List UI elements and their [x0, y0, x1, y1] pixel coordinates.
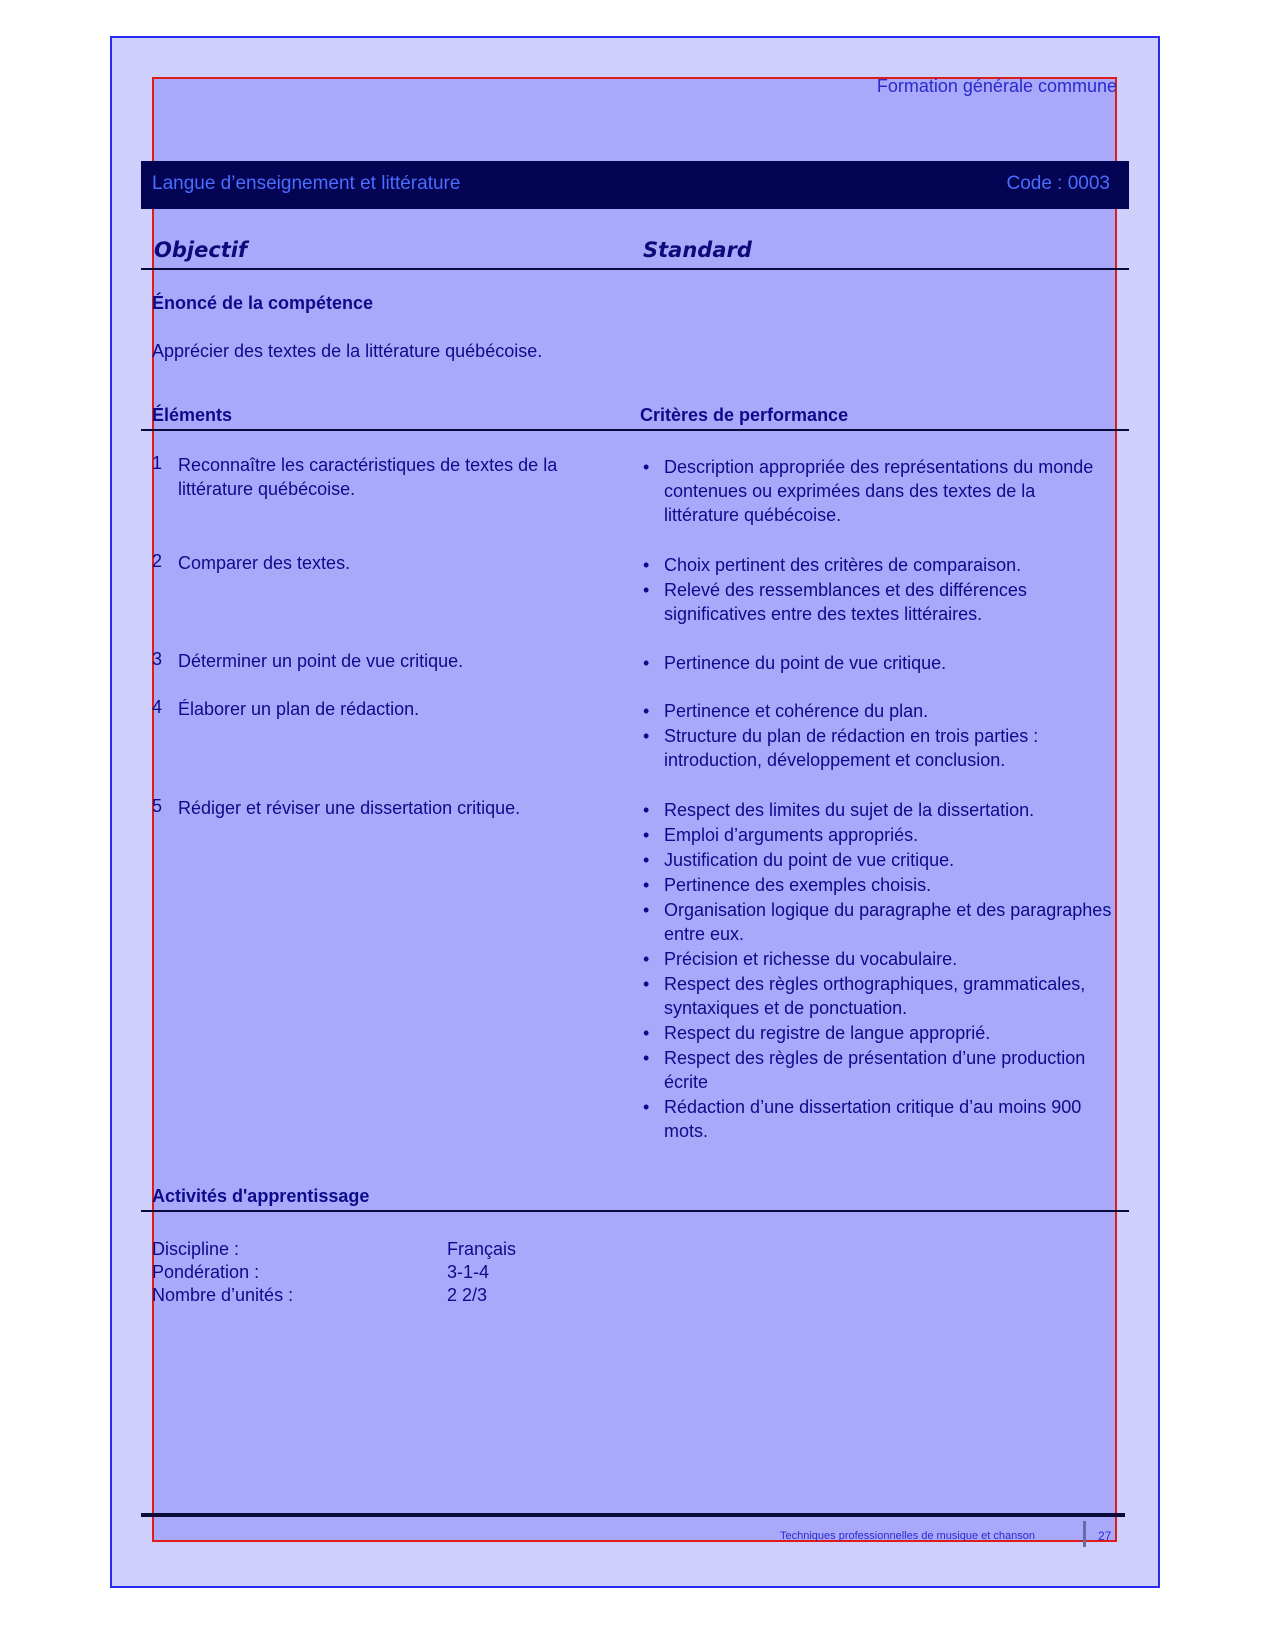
criterion-text: Structure du plan de rédaction en trois parties : introduction, développement et conclusion.	[664, 726, 1039, 770]
bullet-icon: •	[643, 974, 650, 994]
competence-title: Énoncé de la compétence	[152, 293, 374, 313]
table-header-divider	[141, 429, 1129, 431]
bullet-icon: •	[643, 800, 650, 820]
bullet-icon: •	[643, 1097, 650, 1117]
standard-heading: Standard	[643, 238, 752, 262]
footer-program: Techniques professionnelles de musique et chanson	[780, 1530, 1035, 1542]
program-header: Formation générale commune	[876, 76, 1117, 96]
criterion-text: Organisation logique du paragraphe et des paragraphes entre eux.	[664, 900, 1112, 944]
course-code: Code : 0003	[1006, 173, 1110, 194]
bullet-icon: •	[643, 825, 650, 845]
activities-divider	[141, 1210, 1129, 1212]
bullet-icon: •	[643, 1023, 650, 1043]
units-label: Nombre d’unités :	[152, 1285, 294, 1305]
competence-text: Apprécier des textes de la littérature québécoise.	[152, 341, 543, 361]
heading-divider	[141, 268, 1129, 270]
criteria-header: Critères de performance	[640, 405, 849, 425]
criterion-text: Emploi d’arguments appropriés.	[664, 825, 919, 845]
criterion-text: Pertinence des exemples choisis.	[664, 875, 932, 895]
element-number: 2	[152, 551, 163, 571]
page-number: 27	[1098, 1529, 1112, 1543]
criterion-text: Respect des règles orthographiques, grammaticales, syntaxiques et de ponctuation.	[664, 974, 1086, 1018]
ponderation-value: 3-1-4	[447, 1262, 490, 1282]
criterion-text: Précision et richesse du vocabulaire.	[664, 949, 958, 969]
activities-title: Activités d'apprentissage	[152, 1186, 370, 1206]
discipline-label: Discipline :	[152, 1239, 240, 1259]
discipline-value: Français	[447, 1239, 517, 1259]
footer-divider	[141, 1513, 1125, 1517]
element-text: Reconnaître les caractéristiques de textes de la littérature québécoise.	[178, 455, 558, 499]
criterion-text: Choix pertinent des critères de comparaison.	[664, 555, 1022, 575]
element-number: 4	[152, 697, 163, 717]
element-text: Rédiger et réviser une dissertation critique.	[178, 798, 521, 818]
bullet-icon: •	[643, 653, 650, 673]
bullet-icon: •	[643, 555, 650, 575]
course-title: Langue d’enseignement et littérature	[152, 173, 461, 194]
units-value: 2 2/3	[447, 1285, 488, 1305]
criterion-text: Pertinence du point de vue critique.	[664, 653, 947, 673]
element-text: Élaborer un plan de rédaction.	[178, 699, 420, 719]
bullet-icon: •	[643, 875, 650, 895]
bullet-icon: •	[643, 900, 650, 920]
bullet-icon: •	[643, 850, 650, 870]
criterion-text: Rédaction d’une dissertation critique d’au moins 900 mots.	[664, 1097, 1082, 1141]
elements-header: Éléments	[152, 405, 233, 425]
criterion-text: Respect du registre de langue approprié.	[664, 1023, 991, 1043]
criterion-text: Description appropriée des représentations du monde contenues ou exprimées dans des textes de la littérature québécoise.	[664, 457, 1094, 525]
element-number: 5	[152, 796, 163, 816]
element-text: Comparer des textes.	[178, 553, 351, 573]
bullet-icon: •	[643, 701, 650, 721]
criterion-text: Respect des limites du sujet de la dissertation.	[664, 800, 1035, 820]
criterion-text: Respect des règles de présentation d’une production écrite	[664, 1048, 1086, 1092]
element-number: 3	[152, 649, 163, 669]
criterion-text: Pertinence et cohérence du plan.	[664, 701, 929, 721]
bullet-icon: •	[643, 1048, 650, 1068]
bullet-icon: •	[643, 949, 650, 969]
bullet-icon: •	[643, 457, 650, 477]
element-text: Déterminer un point de vue critique.	[178, 651, 464, 671]
criterion-text: Justification du point de vue critique.	[664, 850, 955, 870]
objective-heading: Objectif	[154, 238, 248, 262]
element-number: 1	[152, 453, 163, 473]
bullet-icon: •	[643, 726, 650, 746]
ponderation-label: Pondération :	[152, 1262, 260, 1282]
criterion-text: Relevé des ressemblances et des différences significatives entre des textes littéraires.	[664, 580, 1027, 624]
bullet-icon: •	[643, 580, 650, 600]
footer-separator	[1083, 1521, 1086, 1547]
